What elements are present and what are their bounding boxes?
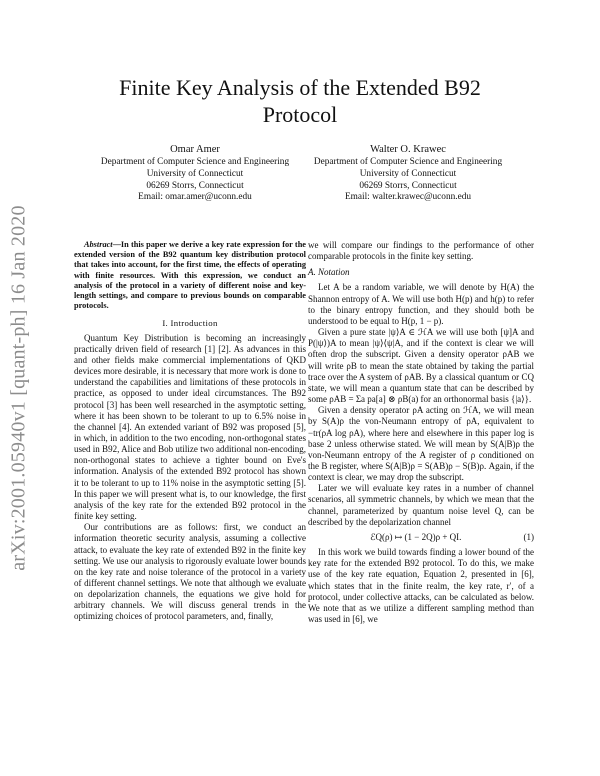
notation-paragraph-5: In this work we build towards finding a lower bound of the key rate for the extended B92 protocol. To do this, we make use of the key rate equation, Equation 2, presented in [6], which states that in the finite realm, the key rate, r′, of a protocol, under collective attacks, can be calculated as below. We note that as we utilize a different sampling method than was used in [6], we xyxy=(308,547,534,624)
equation-number: (1) xyxy=(523,531,534,542)
author-email: Email: walter.krawec@uconn.edu xyxy=(344,192,472,203)
author-block-2 xyxy=(288,143,528,204)
notation-paragraph-3: Given a density operator ρA acting on ℋA, we will mean by S(A)ρ the von-Neumann entropy of ρA, equivalent to −tr(ρA log ρA), where here and elsewhere in this paper log is base 2 unless otherwise stated. We will mean by S(A|B)ρ the von-Neumann entropy of the A register of ρ conditioned on the B register, where S(A|B)ρ = S(AB)ρ − S(B)ρ. Again, if the context is clear, we may drop the subscript. xyxy=(308,405,534,483)
notation-paragraph-1: Let A be a random variable, we will denote by H(A) the Shannon entropy of A. We will use both H(p) and h(p) to refer to the binary entropy function, and they should both be understood to be equal to H(p, 1 − p). xyxy=(308,282,534,326)
author-department: Department of Computer Science and Engineering xyxy=(313,157,503,167)
equation-body: ℰQ(ρ) ↦ (1 − 2Q)ρ + QI. xyxy=(370,531,462,542)
notation-paragraph-4: Later we will evaluate key rates in a number of channel scenarios, all symmetric channels, by which we mean that the channel, parameterized by quantum noise level Q, can be described by the depolarization channel xyxy=(308,483,534,527)
abstract xyxy=(74,240,306,311)
right-column xyxy=(308,240,534,625)
author-city: 06269 Storrs, Connecticut xyxy=(146,180,244,191)
left-column xyxy=(74,240,306,623)
paper-title xyxy=(50,74,550,128)
author-university: University of Connecticut xyxy=(359,168,457,179)
right-paragraph-continued: we will compare our findings to the performance of other comparable protocols in the finite key setting. xyxy=(308,240,534,262)
author-email: Email: omar.amer@uconn.edu xyxy=(138,192,252,203)
equation-1 xyxy=(308,532,534,543)
arxiv-identifier-text: arXiv:2001.05940v1 [quant-ph] 16 Jan 2020 xyxy=(7,205,30,571)
arxiv-identifier-stamp xyxy=(4,0,34,776)
author-department: Department of Computer Science and Engineering xyxy=(100,157,290,167)
intro-paragraph-2: Our contributions are as follows: first, we conduct an information theoretic security analysis, assuming a collective attack, to evaluate the key rate of extended B92 in the finite key setting. We use our analysis to rigorously evaluate lower bounds on the key rate and noise tolerance of the protocol in a variety of different channel settings. We note that although we evaluate on depolarization channels, the equations we give hold for arbitrary channels. We will discuss general trends in the optimizing choices of protocol parameters, and, finally, xyxy=(74,522,306,622)
author-university: University of Connecticut xyxy=(146,168,244,179)
intro-paragraph-1: Quantum Key Distribution is becoming an increasingly practically driven field of research [1] [2]. As advances in this and other fields make commercial implementations of QKD devices more desirable, it is necessary that more work is done to understand the capabilities and limitations of these protocols in practice, as opposed to under ideal circumstances. The B92 protocol [3] has been well researched in the asymptotic setting, where it has been shown to be tolerant to up to 6.5% noise in the channel [4]. An extended variant of B92 was proposed [5], in which, in addition to the two encoding, non-orthogonal states used in B92, Alice and Bob utilize two additional non-encoding, non-orthogonal states to achieve a tighter bound on Eve's information. Analysis of the extended B92 protocol has shown it to be tolerant to up to 11% noise in the asymptotic setting [5]. In this paper we will present what is, to our knowledge, the first analysis of the key rate for the extended B92 protocol in the finite key setting. xyxy=(74,332,306,522)
abstract-text: —In this paper we derive a key rate expression for the extended version of the B92 quantum key distribution protocol that takes into account, for the first time, the effects of operating with finite resources. With this expression, we conduct an analysis of the protocol in a variety of different noise and key-length settings, and compare to previous bounds on comparable protocols. xyxy=(74,240,306,311)
section-heading-introduction: I. Introduction xyxy=(162,318,218,329)
title-line-2: Protocol xyxy=(262,102,338,127)
author-name: Omar Amer xyxy=(170,144,220,155)
notation-paragraph-2: Given a pure state |ψ⟩A ∈ ℋA we will use both [ψ]A and P(|ψ⟩)A to mean |ψ⟩⟨ψ|A, and if the context is clear we will often drop the subscript. Given a density operator ρAB we will write ρB to mean the state obtained by taking the partial trace over the A system of ρAB. By a classical quantum or CQ state, we will mean a quantum state that can be described by some ρAB = Σa pa[a] ⊗ ρB(a) for an orthonormal basis {|a⟩}. xyxy=(308,327,534,405)
subsection-heading-notation: A. Notation xyxy=(308,267,350,278)
author-block-1 xyxy=(75,143,315,204)
title-line-1: Finite Key Analysis of the Extended B92 xyxy=(119,75,481,100)
author-name: Walter O. Krawec xyxy=(370,144,446,155)
author-city: 06269 Storrs, Connecticut xyxy=(359,180,457,191)
abstract-label: Abstract xyxy=(84,240,113,249)
